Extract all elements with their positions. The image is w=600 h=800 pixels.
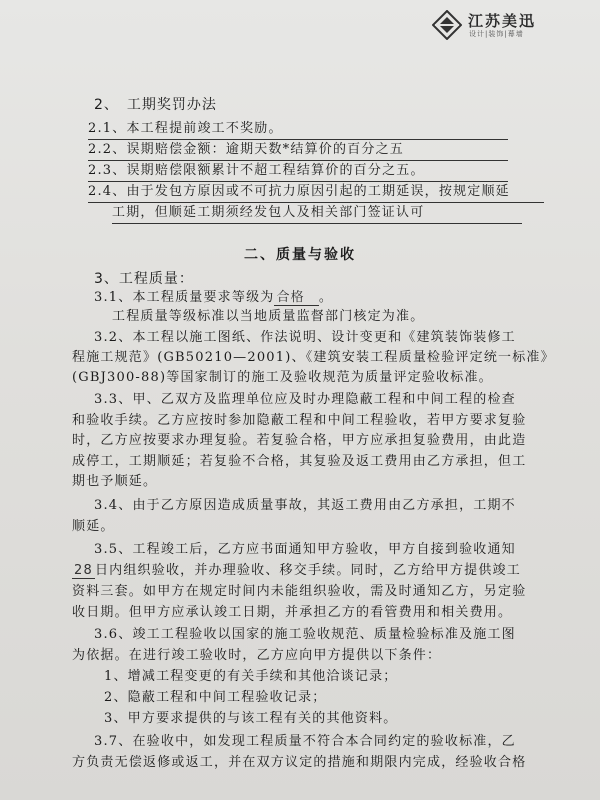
clause-3-5-l3: 资料三套。如甲方在规定时间内未能组织验收，需及时通知乙方，另定验 (72, 584, 527, 599)
clause-3-3-l3: 时，乙方应按要求办理复验。若复验合格，甲方应承担复验费用，由此造 (72, 433, 527, 448)
section-title-schedule: 2、 工期奖罚办法 (94, 97, 217, 113)
clause-2-1 (88, 120, 508, 140)
clause-2-4-cont (112, 204, 522, 224)
logo-tagline: 设计|装饰|幕墙 (469, 30, 524, 38)
clause-3-5-l2 (72, 562, 521, 580)
clause-3-3-l5: 期也予顺延。 (72, 474, 158, 489)
clause-3-1 (94, 289, 333, 307)
clause-2-3 (88, 162, 508, 182)
clause-3-4-l2: 顺延。 (72, 519, 115, 534)
clause-2-1-text: 2.1、本工程提前竣工不奖励。 (88, 120, 508, 140)
clause-3-7-l2: 方负责无偿返修或返工，并在双方议定的措施和期限内完成，经验收合格 (72, 755, 527, 770)
clause-3-5-l1: 3.5、工程竣工后，乙方应书面通知甲方验收，甲方自接到验收通知 (94, 542, 516, 557)
clause-2-2 (88, 141, 508, 161)
clause-3-4-l1: 3.4、由于乙方原因造成质量事故，其返工费用由乙方承担，工期不 (94, 498, 516, 513)
clause-3-1-suffix: 。 (318, 290, 334, 305)
clause-3-2-l2: 程施工规范》(GB50210—2001)、《建筑安装工程质量检验评定统一标准》 (72, 350, 555, 365)
clause-3-1-line2: 工程质量等级标准以当地质量监督部门核定为准。 (112, 309, 425, 324)
section-title-quality: 3、工程质量： (94, 271, 194, 287)
logo-mark-icon (432, 10, 462, 40)
clause-2-3-text: 2.3、误期赔偿限额累计不超工程结算价的百分之五。 (88, 162, 508, 182)
clause-3-2-l3: (GBJ300-88)等国家制订的施工及验收规范为质量评定验收标准。 (72, 370, 493, 385)
clause-3-5-l4: 收日期。但甲方应承认竣工日期，并承担乙方的看管费用和相关费用。 (72, 605, 513, 620)
clause-2-4 (88, 183, 544, 203)
clause-3-6-l1: 3.6、竣工工程验收以国家的施工验收规范、质量检验标准及施工图 (94, 627, 516, 642)
chapter-title: 二、质量与验收 (244, 247, 356, 263)
company-logo (432, 8, 582, 42)
quality-grade: 合格 (274, 290, 318, 306)
clause-3-3-l2: 和验收手续。乙方应按时参加隐蔽工程和中间工程验收，若甲方要求复验 (72, 413, 527, 428)
clause-3-2-l1: 3.2、本工程以施工图纸、作法说明、设计变更和《建筑装饰装修工 (94, 330, 516, 345)
clause-3-7-l1: 3.7、在验收中，如发现工程质量不符合本合同约定的验收标准，乙 (94, 734, 516, 749)
clause-3-6-l2: 为依据。在进行竣工验收时，乙方应向甲方提供以下条件： (72, 648, 442, 663)
condition-item-2: 2、隐蔽工程和中间工程验收记录； (104, 690, 327, 705)
acceptance-days: 28 (74, 563, 93, 578)
condition-item-3: 3、甲方要求提供的与该工程有关的其他资料。 (104, 711, 398, 726)
clause-3-5-l2-rest: 日内组织验收，并办理验收、移交手续。同时，乙方给甲方提供竣工 (94, 563, 521, 578)
clause-2-4-cont-text: 工期，但顺延工期须经发包人及相关部门签证认可 (112, 204, 522, 224)
clause-3-3-l1: 3.3、甲、乙双方及监理单位应及时办理隐蔽工程和中间工程的检查 (94, 392, 516, 407)
clause-3-1-prefix: 3.1、本工程质量要求等级为 (94, 290, 275, 305)
logo-name: 江苏美迅 (468, 12, 537, 30)
clause-3-3-l4: 成停工，工期顺延；若复验不合格，其复验及返工费用由乙方承担，但工 (72, 454, 527, 469)
clause-2-2-text: 2.2、误期赔偿金额：逾期天数*结算价的百分之五 (88, 141, 508, 161)
clause-2-4-text: 2.4、由于发包方原因或不可抗力原因引起的工期延误，按规定顺延 (88, 183, 544, 203)
condition-item-1: 1、增减工程变更的有关手续和其他洽谈记录； (104, 669, 398, 684)
